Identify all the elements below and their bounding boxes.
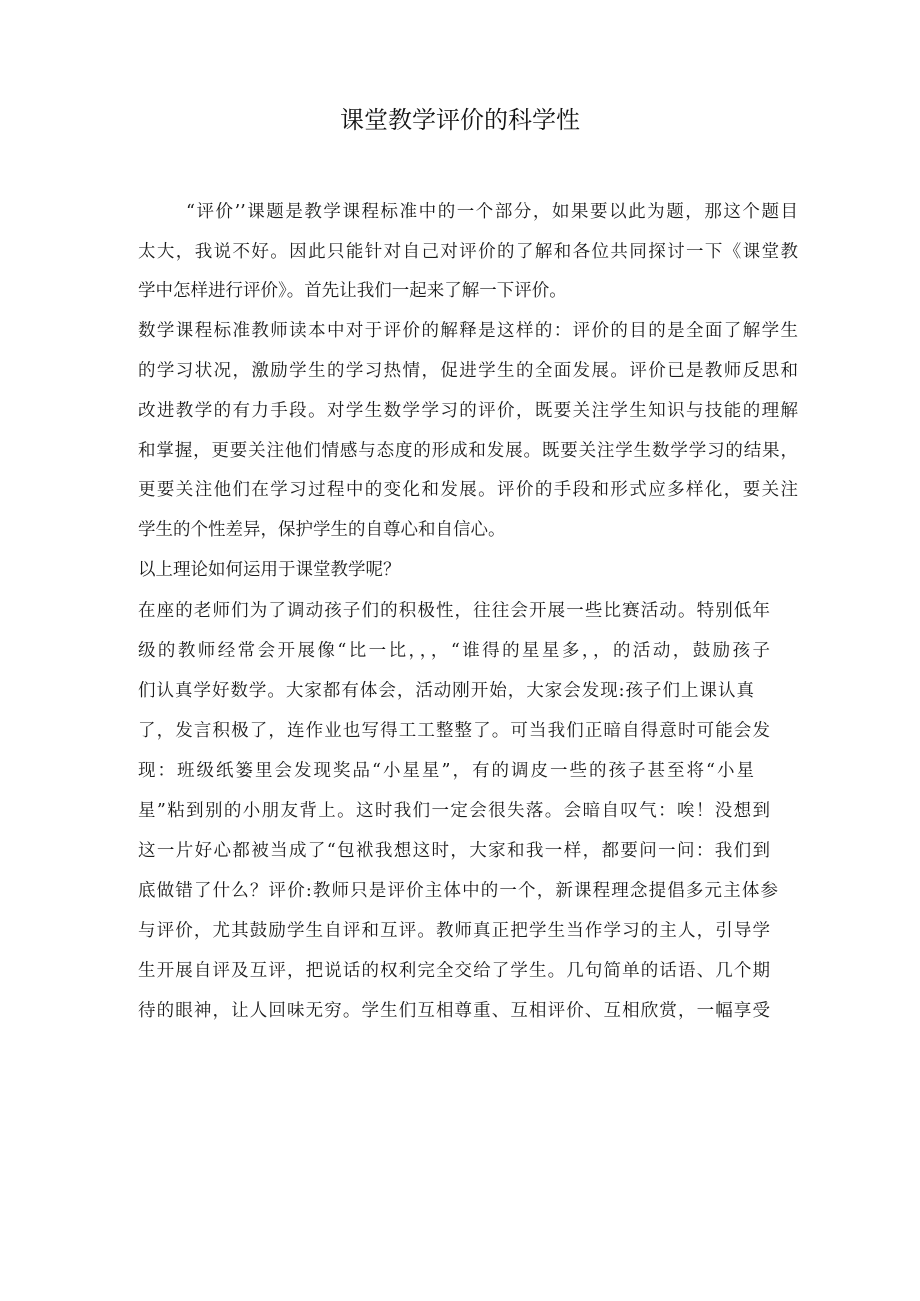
- text-line: 级的教师经常会开展像“比一比，，，“谁得的星星多，，的活动，鼓励孩子: [138, 641, 770, 661]
- text-line: 星”粘到别的小朋友背上。这时我们一定会很失落。会暗自叹气：唉！没想到: [138, 801, 770, 821]
- text-line: 和掌握，更要关注他们情感与态度的形成和发展。既要关注学生数学学习的结果，: [138, 441, 798, 461]
- text-line: 生开展自评及互评，把说话的权利完全交给了学生。几句简单的话语、几个期: [138, 961, 770, 981]
- text-line: 改进教学的有力手段。对学生数学学习的评价，既要关注学生知识与技能的理解: [138, 401, 798, 421]
- text-line: 现：班级纸篓里会发现奖品“小星星”，有的调皮一些的孩子甚至将“小星: [138, 761, 754, 781]
- text-line: “评价’’课题是教学课程标准中的一个部分，如果要以此为题，那这个题目: [186, 202, 798, 222]
- text-line: 这一片好心都被当成了“包袱我想这时，大家和我一样，都要问一问：我们到: [138, 841, 770, 861]
- text-line: 数学课程标准教师读本中对于评价的解释是这样的：评价的目的是全面了解学生: [138, 321, 798, 341]
- text-line: 以上理论如何运用于课堂教学呢？: [138, 560, 401, 580]
- text-line: 更要关注他们在学习过程中的变化和发展。评价的手段和形式应多样化，要关注: [138, 480, 798, 500]
- text-line: 太大，我说不好。因此只能针对自己对评价的了解和各位共同探讨一下《课堂教: [138, 242, 798, 262]
- text-line: 底做错了什么？评价:教师只是评价主体中的一个，新课程理念提倡多元主体参: [138, 881, 778, 901]
- text-line: 学中怎样进行评价》。首先让我们一起来了解一下评价。: [138, 281, 567, 301]
- text-line: 的学习状况，激励学生的学习热情，促进学生的全面发展。评价已是教师反思和: [138, 361, 798, 381]
- text-line: 们认真学好数学。大家都有体会，活动刚开始，大家会发现:孩子们上课认真: [138, 681, 754, 701]
- text-line: 了，发言积极了，连作业也写得工工整整了。可当我们正暗自得意时可能会发: [138, 721, 770, 741]
- text-line: 学生的个性差异，保护学生的自尊心和自信心。: [138, 520, 506, 540]
- text-line: 与评价，尤其鼓励学生自评和互评。教师真正把学生当作学习的主人，引导学: [138, 921, 770, 941]
- text-line: 在座的老师们为了调动孩子们的积极性，往往会开展一些比赛活动。特别低年: [138, 601, 770, 621]
- document-title: 课堂教学评价的科学性: [340, 106, 580, 134]
- text-line: 待的眼神，让人回味无穷。学生们互相尊重、互相评价、互相欣赏，一幅享受: [138, 1001, 770, 1021]
